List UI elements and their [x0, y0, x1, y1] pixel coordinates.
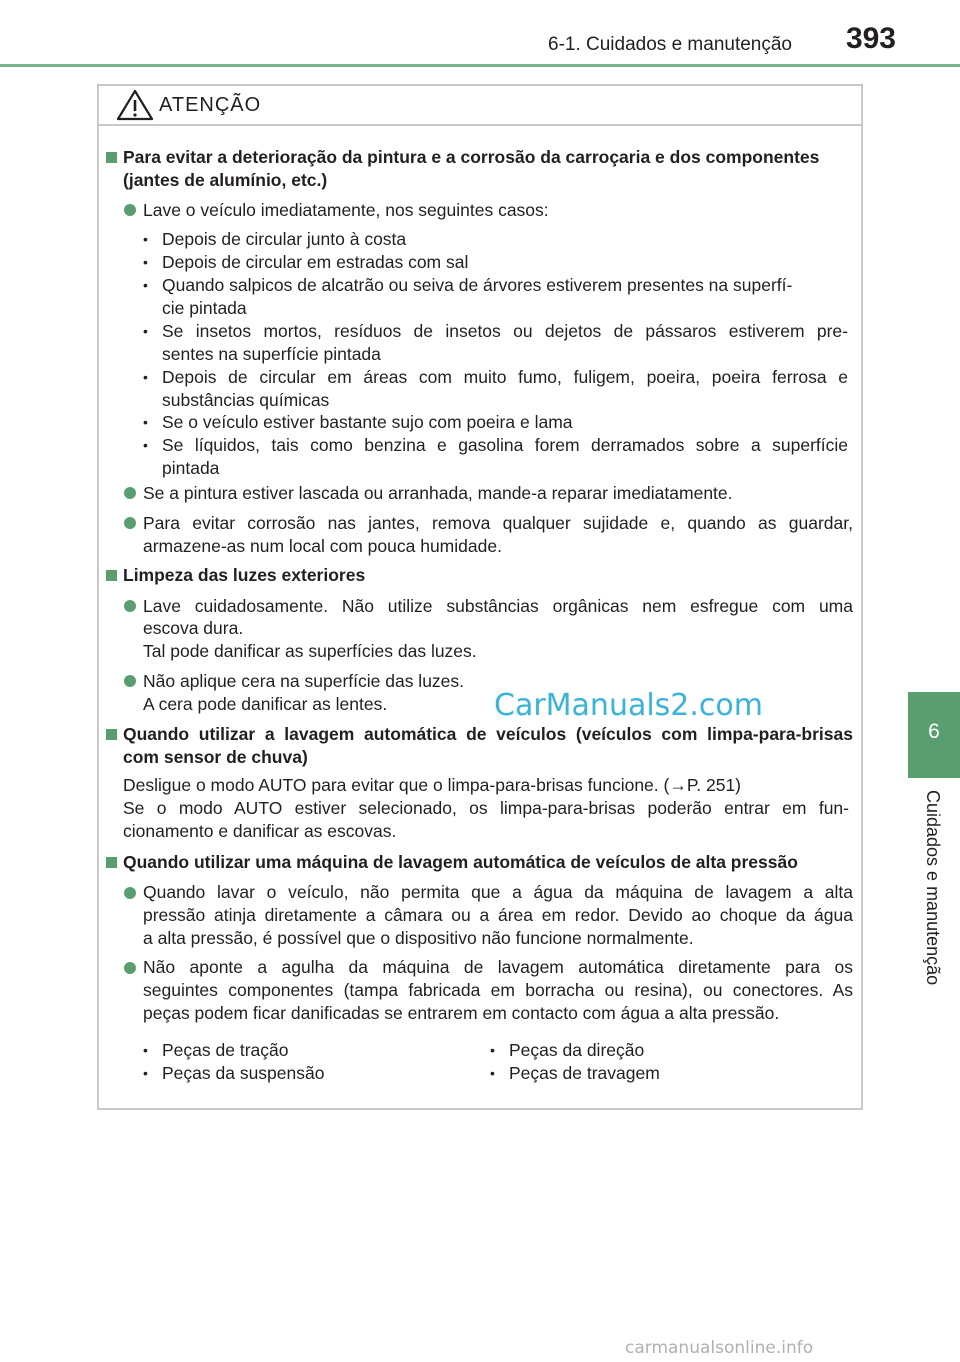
sub-bullet: •	[490, 1042, 495, 1058]
bullet-text: peças podem ficar danificadas se entrarem em contacto com água a alta pressão.	[143, 1003, 780, 1023]
section-title: (jantes de alumínio, etc.)	[123, 170, 328, 190]
sub-item: Se o veículo estiver bastante sujo com poeira e lama	[162, 412, 573, 432]
section-title: Para evitar a deterioração da pintura e a corrosão da carroçaria e dos componentes	[123, 147, 820, 167]
bullet-dot	[124, 517, 136, 529]
sub-bullet: •	[143, 231, 148, 247]
bullet-text: Não aponte a agulha da máquina de lavagem automática diretamente para os	[143, 957, 853, 977]
section-title: Quando utilizar uma máquina de lavagem automática de veículos de alta pressão	[123, 852, 798, 872]
sub-bullet: •	[143, 437, 148, 453]
part-item: Peças de travagem	[509, 1063, 660, 1083]
bullet-text: escova dura.	[143, 618, 244, 638]
section-marker	[106, 152, 117, 163]
bullet-dot	[124, 962, 136, 974]
sub-item: sentes na superfície pintada	[162, 344, 381, 364]
sub-item: Depois de circular em áreas com muito fumo, fuligem, poeira, poeira ferrosa e	[162, 367, 848, 387]
part-item: Peças de tração	[162, 1040, 289, 1060]
chapter-title-text: Cuidados e manutenção	[923, 790, 943, 986]
section-title: 6-1. Cuidados e manutenção	[548, 34, 792, 55]
sub-item: pintada	[162, 458, 220, 478]
bullet-dot	[124, 675, 136, 687]
sub-bullet: •	[143, 1065, 148, 1081]
sub-bullet: •	[490, 1065, 495, 1081]
sub-bullet: •	[143, 369, 148, 385]
section-marker	[106, 857, 117, 868]
bullet-text: Lave cuidadosamente. Não utilize substâncias orgânicas nem esfregue com uma	[143, 596, 853, 616]
bullet-dot	[124, 204, 136, 216]
bullet-text: Quando lavar o veículo, não permita que a água da máquina de lavagem a alta	[143, 882, 853, 902]
bullet-text: Para evitar corrosão nas jantes, remova qualquer sujidade e, quando as guardar,	[143, 513, 853, 533]
sub-item: cie pintada	[162, 298, 247, 318]
paragraph-text: Desligue o modo AUTO para evitar que o limpa-para-brisas funcione. (→P. 251)	[123, 775, 742, 795]
paragraph-text: Se o modo AUTO estiver selecionado, os limpa-para-brisas poderão entrar em fun-	[123, 798, 849, 818]
part-item: Peças da suspensão	[162, 1063, 325, 1083]
bullet-text: pressão atinja diretamente a câmara ou a área em redor. Devido ao choque da água	[143, 905, 853, 925]
section-title: Limpeza das luzes exteriores	[123, 565, 366, 585]
paragraph-text: cionamento e danificar as escovas.	[123, 821, 397, 841]
watermark: CarManuals2.com	[494, 688, 764, 723]
sub-item: substâncias químicas	[162, 390, 330, 410]
bullet-text: Lave o veículo imediatamente, nos seguintes casos:	[143, 200, 549, 220]
chapter-number: 6	[928, 720, 940, 743]
bullet-text: seguintes componentes (tampa fabricada em borracha ou resina), ou conectores. As	[143, 980, 853, 1000]
page-number: 393	[845, 22, 896, 55]
sub-bullet: •	[143, 277, 148, 293]
sub-item: Se insetos mortos, resíduos de insetos ou dejetos de pássaros estiverem pre-	[162, 321, 848, 341]
section-marker	[106, 570, 117, 581]
bullet-text: Tal pode danificar as superfícies das luzes.	[143, 641, 477, 661]
sub-bullet: •	[143, 1042, 148, 1058]
bullet-dot	[124, 600, 136, 612]
bullet-text: A cera pode danificar as lentes.	[143, 694, 388, 714]
bullet-text: Não aplique cera na superfície das luzes.	[143, 671, 465, 691]
sub-item: Depois de circular em estradas com sal	[162, 252, 469, 272]
bullet-text: Se a pintura estiver lascada ou arranhada, mande-a reparar imediatamente.	[143, 483, 733, 503]
bullet-text: a alta pressão, é possível que o dispositivo não funcione normalmente.	[143, 928, 694, 948]
footer-watermark: carmanualsonline.info	[625, 1338, 814, 1358]
sub-item: Quando salpicos de alcatrão ou seiva de árvores estiverem presentes na superfí-	[162, 275, 793, 295]
section-marker	[106, 729, 117, 740]
sub-bullet: •	[143, 254, 148, 270]
sub-item: Se líquidos, tais como benzina e gasolina forem derramados sobre a superfície	[162, 435, 848, 455]
sub-item: Depois de circular junto à costa	[162, 229, 407, 249]
section-title: Quando utilizar a lavagem automática de veículos (veículos com limpa-para-brisas	[123, 724, 853, 744]
caution-title: ATENÇÃO	[159, 94, 262, 116]
part-item: Peças da direção	[509, 1040, 645, 1060]
bullet-dot	[124, 887, 136, 899]
sub-bullet: •	[143, 414, 148, 430]
bullet-text: armazene-as num local com pouca humidade.	[143, 536, 502, 556]
section-title: com sensor de chuva)	[123, 747, 308, 767]
bullet-dot	[124, 487, 136, 499]
sub-bullet: •	[143, 323, 148, 339]
